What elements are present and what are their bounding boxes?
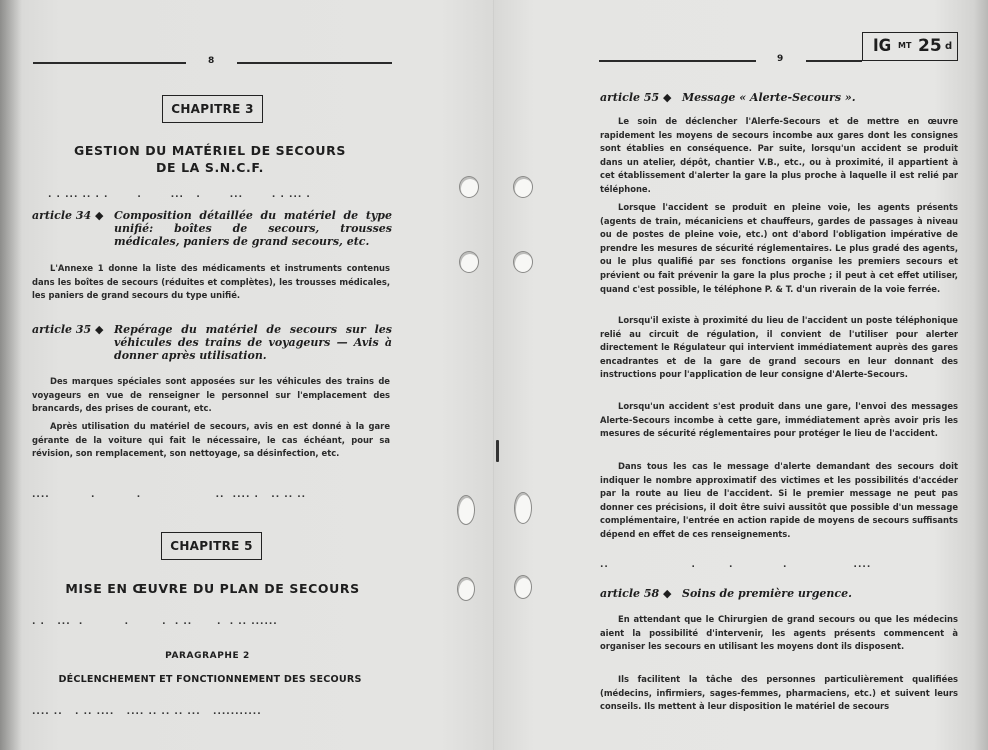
article-35-paragraph-2: Après utilisation du matériel de secours, avis en est donné à la gare gérante de la voiture qui fait le nécessaire, le cas échéant, pour sa révision, son remplacement, son nettoyage, sa désinfection, etc.: [32, 421, 390, 459]
binder-hole: [513, 251, 533, 273]
ellipsis-row: . . ... .. . . . ... . ... . . ... .: [48, 190, 311, 200]
article-55-paragraph-1: Le soin de déclencher l'Alerfe-Secours et de mettre en œuvre rapidement les moyens de secours incombe aux gares dont les consignes sont établies en conséquence. Par suite, lorsqu'un accident se produit dans un atelier, dépôt, chantier V.B., etc., ou à proximité, il appartient à cet établissement d'alerter la gare la plus proche à laquelle il est relié par téléphone.: [600, 116, 958, 194]
binder-hole: [514, 575, 532, 599]
article-55-paragraph-2: Lorsque l'accident se produit en pleine voie, les agents présents (agents de train, mécaniciens et chauffeurs, gardes de passages à niveau ou de postes de pleine voie, etc.) ont d'abord l'obligation impérative de prendre les mesures de sécurité réglementaires. Le plus gradé des agents, ou le plus qualifié par ses fonctions organise les premiers secours et prévient ou fait prévenir la gare la plus proche ; il peut à cet effet utiliser, quand c'est possible, le téléphone P. & T. d'un riverain de la voie ferrée.: [600, 202, 958, 294]
staple-mark: [496, 440, 499, 462]
chapter-5-box: CHAPITRE 5: [161, 532, 262, 560]
page-number: 8: [208, 56, 215, 66]
header-rule-left: [33, 62, 186, 64]
article-34-paragraph: L'Annexe 1 donne la liste des médicaments et instruments contenus dans les boîtes de secours (réduites et complètes), les trousses médicales, les paniers de grand secours du type unifié.: [32, 263, 390, 301]
binder-hole: [457, 577, 475, 601]
header-rule-right: [237, 62, 392, 64]
ellipsis-row: . . ... . . . . .. . . .. ......: [32, 617, 278, 627]
ref-sup: MT: [898, 41, 912, 50]
article-34-label: article 34 ◆: [32, 209, 104, 222]
ellipsis-row: .. . . . ....: [600, 560, 872, 570]
header-rule-right: [806, 60, 862, 62]
ref-num: 25: [918, 36, 942, 56]
article-58-paragraph-2: Ils facilitent la tâche des personnes particulièrement qualifiées (médecins, infirmiers, sages-femmes, pharmaciens, etc.) et suivent leurs conseils. Ils mettent à leur disposition le matériel de secours: [600, 674, 958, 712]
article-34: [32, 209, 392, 254]
article-55-paragraph-4: Lorsqu'un accident s'est produit dans une gare, l'envoi des messages Alerte-Secours incombe à cette gare, immédiatement après avoir pris les mesures de sécurité réglementaires pour protéger le lieu de l'accident.: [600, 401, 958, 439]
ellipsis-row: .... . . .. .... . .. .. ..: [32, 490, 307, 500]
chapter-3-title-line2: DE LA S.N.C.F.: [156, 160, 264, 175]
article-58-heading: Soins de première urgence.: [682, 587, 852, 600]
document-reference-box: [862, 32, 958, 61]
article-35-heading: Repérage du matériel de secours sur les véhicules des trains de voyageurs — Avis à donner après utilisation.: [114, 323, 392, 362]
chapter-5-title: MISE EN ŒUVRE DU PLAN DE SECOURS: [65, 581, 360, 596]
paragraph-2-label: PARAGRAPHE 2: [165, 651, 250, 661]
ref-main: IG: [873, 36, 892, 56]
article-58-paragraph-1: En attendant que le Chirurgien de grand secours ou que les médecins aient la possibilité d'intervenir, les agents présents commencent à organiser les secours en utilisant les moyens dont ils disposent.: [600, 614, 958, 652]
article-35-label: article 35 ◆: [32, 323, 104, 336]
header-rule-left: [599, 60, 756, 62]
chapter-3-title: [40, 142, 380, 176]
chapter-3-box: CHAPITRE 3: [162, 95, 263, 123]
ellipsis-row: .... .. . .. .... .... .. .. .. ... ...........: [32, 707, 262, 717]
ref-suffix: d: [945, 41, 953, 52]
paragraph-2-title: DÉCLENCHEMENT ET FONCTIONNEMENT DES SECOURS: [58, 674, 362, 685]
binder-hole: [459, 251, 479, 273]
article-55-paragraph-3: Lorsqu'il existe à proximité du lieu de l'accident un poste téléphonique relié au circuit de régulation, il convient de l'utiliser pour alerter directement le Régulateur qui intervient immédiatement auprès des gares encadrantes et de la gare de grand secours en leur donnant des instructions pour l'application de leur consigne d'Alerte-Secours.: [600, 315, 958, 380]
article-55-paragraph-5: Dans tous les cas le message d'alerte demandant des secours doit indiquer le nombre approximatif des victimes et les possibilités d'accéder par la route au lieu de l'accident. Si le premier message ne peut pas donner ces précisions, il doit être suivi aussitôt que possible d'un message complémentaire, l'entrée en action rapide de moyens de secours suffisants dépend en effet de ces renseignements.: [600, 461, 958, 539]
article-55-heading: Message « Alerte-Secours ».: [682, 91, 856, 104]
right-page: [494, 0, 988, 750]
article-35: [32, 323, 392, 368]
article-55-label: article 55 ◆: [600, 91, 672, 104]
article-58-label: article 58 ◆: [600, 587, 672, 600]
binder-hole: [459, 176, 479, 198]
article-34-heading: Composition détaillée du matériel de type unifié: boîtes de secours, trousses médicales, paniers de grand secours, etc.: [114, 209, 392, 248]
binder-hole: [514, 492, 532, 524]
article-35-paragraph-1: Des marques spéciales sont apposées sur les véhicules des trains de voyageurs en vue de renseigner le personnel sur l'emplacement des brancards, des prises de courant, etc.: [32, 376, 390, 414]
binder-hole: [457, 495, 475, 525]
page-number: 9: [777, 54, 784, 64]
chapter-3-title-line1: GESTION DU MATÉRIEL DE SECOURS: [73, 143, 347, 158]
binder-hole: [513, 176, 533, 198]
